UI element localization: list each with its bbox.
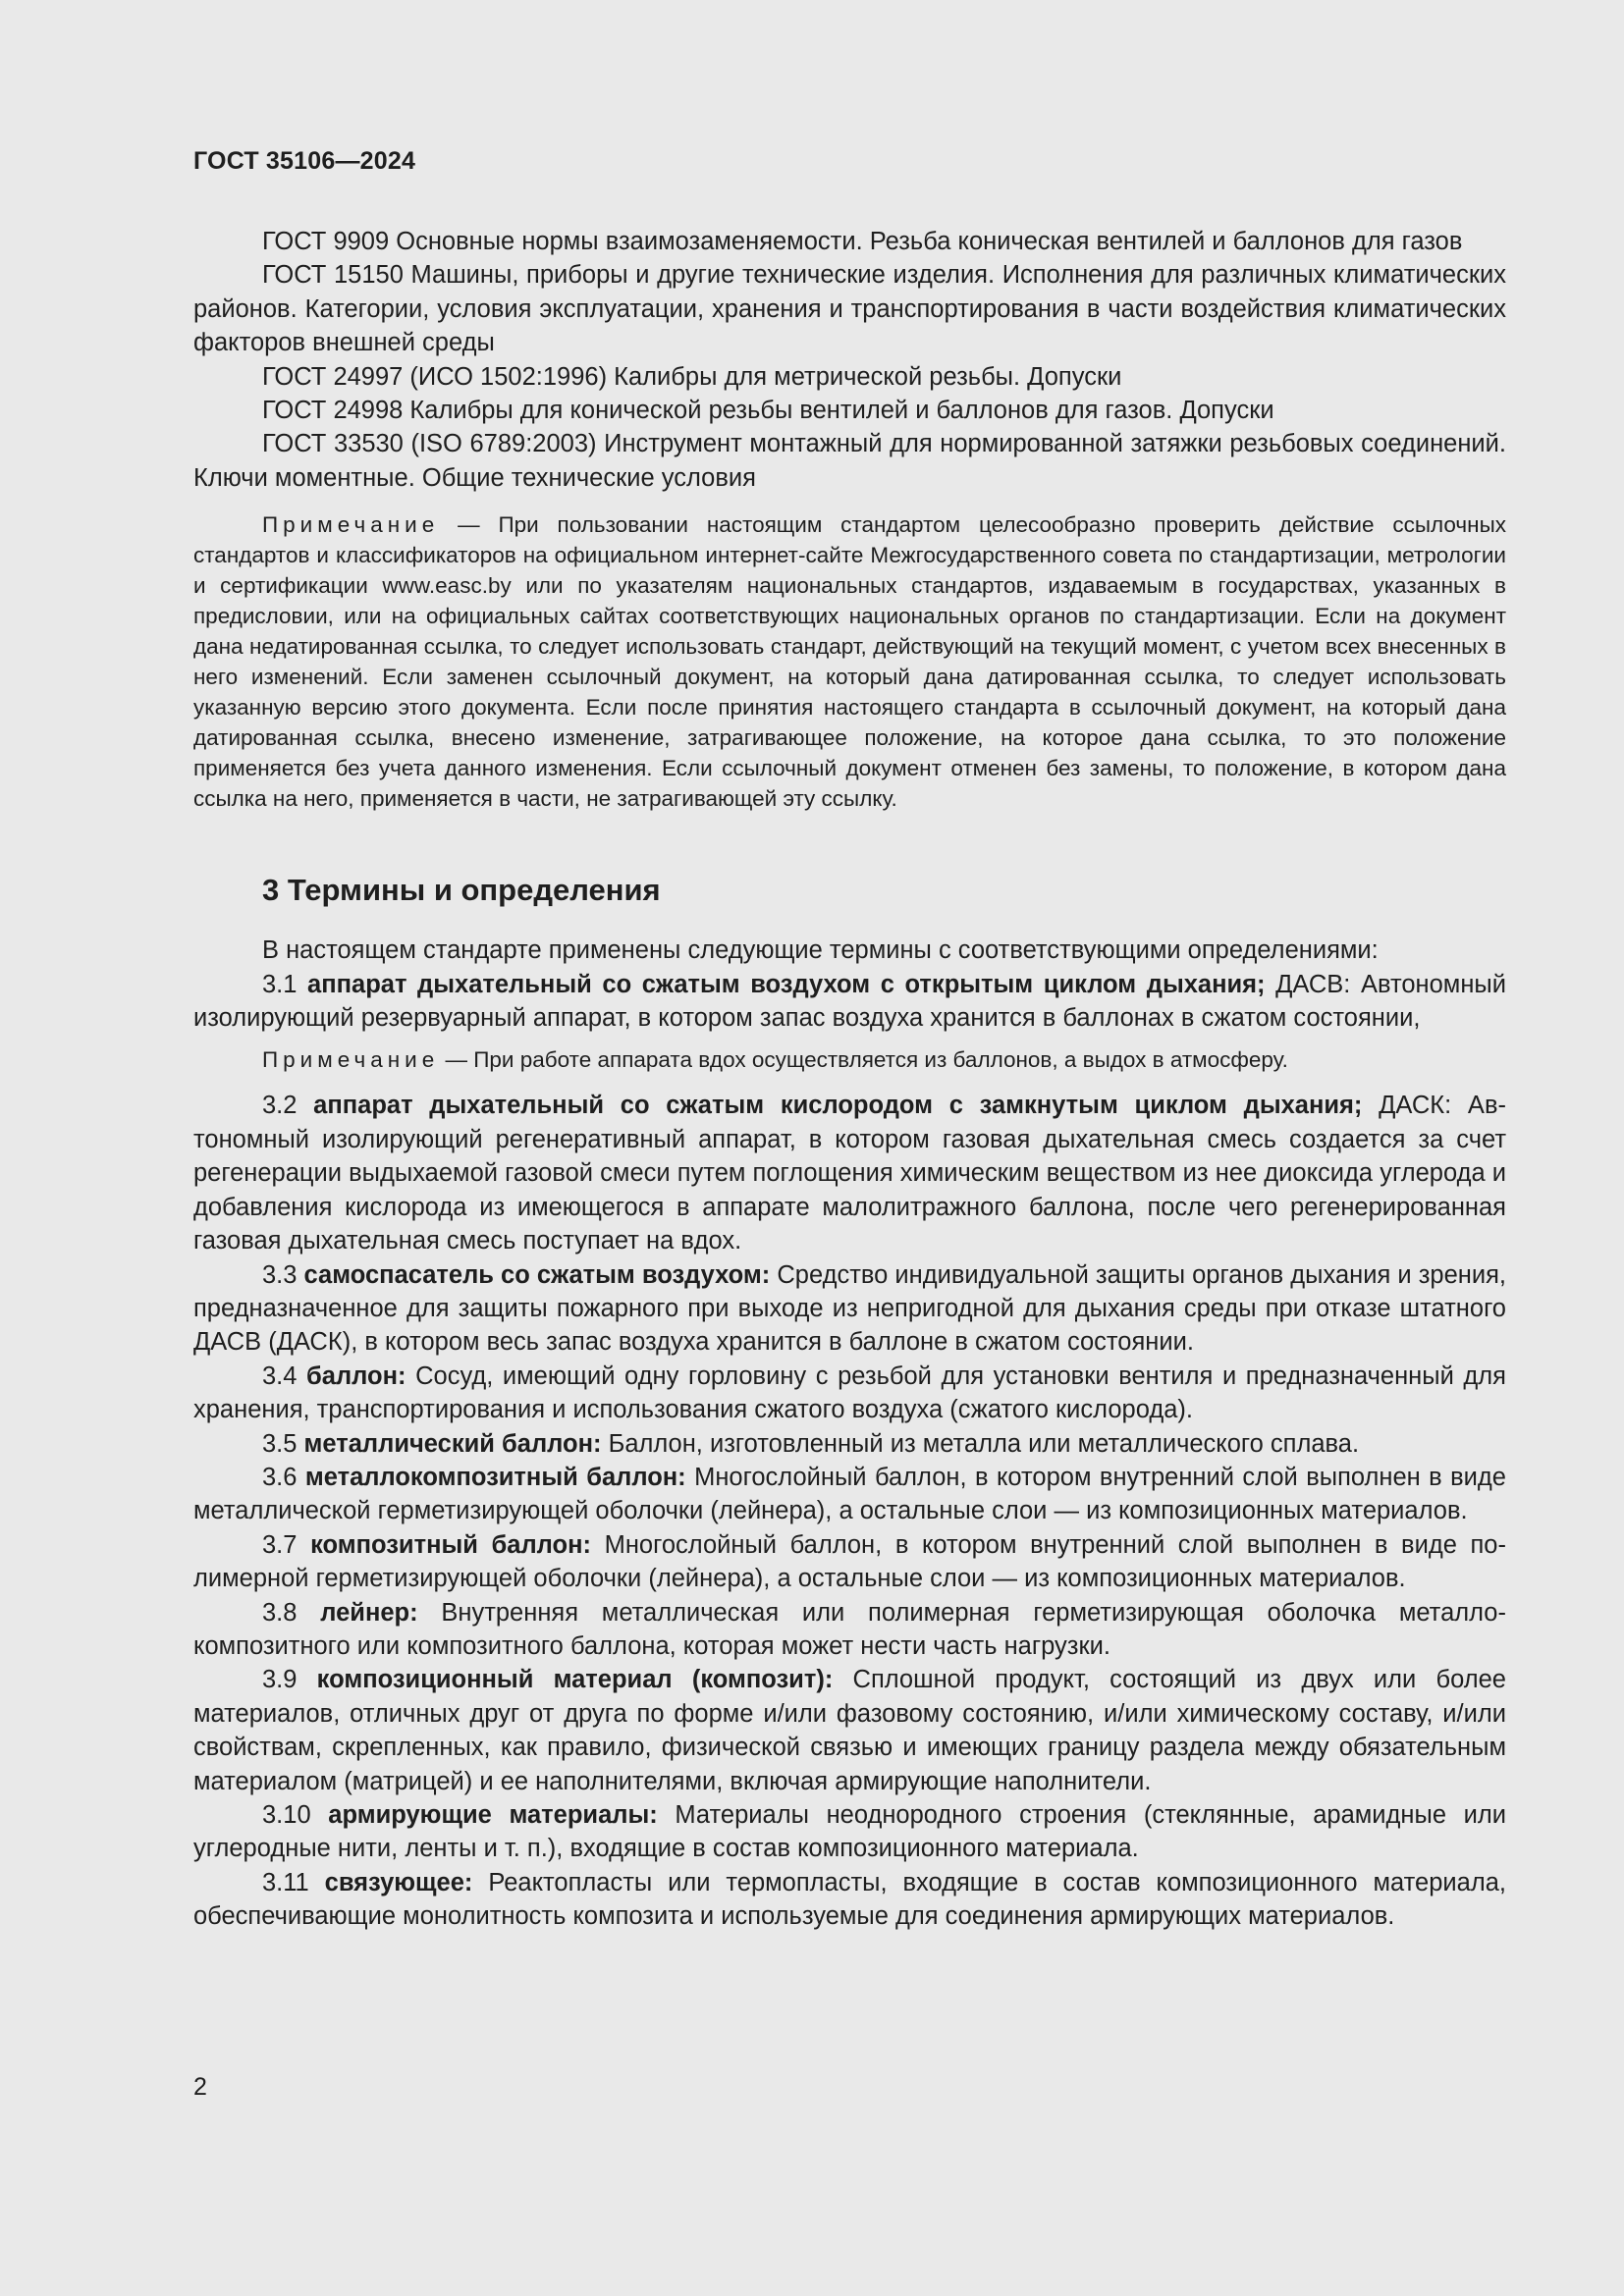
term-entry (193, 1663, 1506, 1798)
term-number: 3.8 (262, 1598, 321, 1627)
term-definition: Средство индивидуальной защиты органов дыхания и зрения, предназначенное для защиты пожарного при выходе из непригодной для дыхания среды при отказе штатного ДАСВ (ДАСК), в котором весь запас воздуха хранится в баллоне в сжатом состоянии. (193, 1260, 1506, 1357)
term-number: 3.11 (262, 1868, 325, 1896)
term-definition: Материалы неоднородного строения (стеклянные, арамидные или углеродные нити, ленты и т. п.), входящие в состав композиционного материала. (193, 1801, 1507, 1863)
document-id: ГОСТ 35106—2024 (193, 147, 416, 175)
term-definition: Сплошной продукт, состоящий из двух или более материалов, отличных друг от друга по форме и/или фазовому состоянию, и/или химическому составу, и/или свойствам, скрепленных, как правило, физической связью и имеющих границу раздела между обязательным материалом (матрицей) и ее наполнителями, включая армирующие наполнители. (193, 1666, 1506, 1795)
term-number: 3.10 (262, 1801, 329, 1829)
term-name: самоспасатель со сжатым воздухом: (303, 1260, 771, 1289)
term-entry (193, 1258, 1506, 1360)
term-number: 3.3 (262, 1260, 304, 1289)
note-text: — При работе аппарата вдох осуществляется из баллонов, а выдох в атмосферу. (439, 1047, 1288, 1073)
note-term-3-1 (193, 1044, 1506, 1075)
term-name: композитный баллон: (310, 1530, 591, 1559)
term-entry (193, 1427, 1506, 1461)
term-entry (193, 1461, 1506, 1528)
reference-item: ГОСТ 24998 Калибры для конической резьбы вентилей и баллонов для газов. Допуски (262, 397, 1274, 425)
page-number: 2 (193, 2073, 207, 2101)
term-name: аппарат дыхательный со сжатым воздухом с открытым циклом дыхания; (307, 970, 1266, 998)
term-name: металлический баллон: (303, 1429, 602, 1458)
term-name: армирующие материалы: (328, 1801, 658, 1829)
term-entry (193, 1360, 1506, 1427)
term-entry (193, 1798, 1506, 1866)
term-definition: Баллон, изготовленный из металла или металлического сплава. (601, 1429, 1360, 1458)
reference-item: ГОСТ 24997 (ИСО 1502:1996) Калибры для метрической резьбы. Допуски (262, 362, 1122, 391)
term-number: 3.5 (262, 1429, 304, 1458)
section-title: 3 Термины и определения (262, 873, 661, 908)
term-name: аппарат дыхательный со сжатым кислородом с замкнутым циклом дыхания; (313, 1092, 1363, 1120)
term-definition: Многослойный баллон, в котором внутренний слой выполнен в виде металлической герметизирующей оболочки (лейнера), а остальные слои — из композиционных материалов. (193, 1463, 1506, 1525)
term-definition: Внутренняя металлическая или полимерная герметизирующая оболочка металлокомпозитного или композитного баллона, которая может нести часть нагрузки. (193, 1598, 1506, 1660)
note-label: Примечание (262, 1047, 440, 1073)
term-name: лейнер: (320, 1598, 418, 1627)
term-number: 3.9 (262, 1666, 317, 1694)
reference-item: ГОСТ 15150 Машины, приборы и другие технические изделия. Исполнения для различных климатических районов. Категории, условия эксплуатации, хранения и транспортирования в части воздействия климатических факторов внешней среды (193, 261, 1506, 357)
section-intro: В настоящем стандарте применены следующие термины с соответствующими определениями: (262, 936, 1379, 965)
page-content (193, 225, 1506, 1934)
term-definition: ДАСК: Автономный изолирующий регенеративный аппарат, в котором газовая дыхательная смесь создается за счет регенерации выдыхаемой газовой смеси путем поглощения химическим веществом из нее диоксида углерода и добавления кислорода из имеющегося в аппарате малолитражного баллона, после чего регенерированная газовая дыхательная смесь поступает на вдох. (193, 1092, 1506, 1255)
term-number: 3.4 (262, 1362, 307, 1390)
term-number: 3.6 (262, 1463, 305, 1491)
term-entry (193, 1866, 1506, 1934)
term-name: композиционный материал (композит): (316, 1666, 834, 1694)
term-definition: ДАСВ: Автономный изолирующий резервуарный аппарат, в котором запас воздуха хранится в баллонах в сжатом состоянии, (193, 970, 1506, 1033)
note-label: Примечание (262, 512, 440, 538)
term-entry (193, 1528, 1506, 1596)
term-name: баллон: (306, 1362, 406, 1390)
term-definition: Многослойный баллон, в котором внутренний слой выполнен в виде полимерной герметизирующей оболочки (лейнера), а остальные слои — из композиционных материалов. (193, 1530, 1506, 1593)
term-entry (193, 1089, 1506, 1257)
term-definition: Реактопласты или термопласты, входящие в состав композиционного материала, обеспечивающие монолитность композита и используемые для соединения армирующих материалов. (193, 1868, 1506, 1931)
reference-item: ГОСТ 33530 (ISO 6789:2003) Инструмент монтажный для нормированной затяжки резьбовых соединений. Ключи моментные. Общие технические условия (193, 430, 1506, 492)
term-number: 3.1 (262, 970, 308, 998)
note-references (193, 509, 1506, 814)
term-definition: Сосуд, имеющий одну горловину с резьбой для установки вентиля и предназначенный для хранения, транспортирования и использования сжатого воздуха (сжатого кислорода). (193, 1362, 1506, 1424)
term-entry (193, 1596, 1506, 1664)
term-name: связующее: (324, 1868, 473, 1896)
term-name: металлокомпозитный баллон: (304, 1463, 686, 1491)
note-text: — При пользовании настоящим стандартом целесообразно проверить действие ссылочных стандартов и классификаторов на официальном интернет-сайте Межгосударственного совета по стандартизации, метрологии и сертификации www.easc.by или по указателям национальных стандартов, издаваемым в государствах, указанных в предисловии, или на официальных сайтах соответствующих национальных органов по стандартизации. Если на документ дана недатированная ссылка, то следует использовать стандарт, действующий на текущий момент, с учетом всех внесенных в него изменений. Если заменен ссылочный документ, на который дана датированная ссылка, то следует использовать указанную версию этого документа. Если после принятия настоящего стандарта в ссылочный документ, на который дана датированная ссылка, внесено изменение, затрагивающее положение, на которое дана ссылка, то это положение применяется без учета данного изменения. Если ссылочный документ отменен без замены, то положение, в котором дана ссылка на него, применяется в части, не затрагивающей эту ссылку. (193, 512, 1506, 812)
reference-item: ГОСТ 9909 Основные нормы взаимозаменяемости. Резьба коническая вентилей и баллонов для газов (262, 228, 1463, 255)
term-number: 3.2 (262, 1092, 314, 1120)
term-number: 3.7 (262, 1530, 311, 1559)
term-entry (193, 968, 1506, 1036)
